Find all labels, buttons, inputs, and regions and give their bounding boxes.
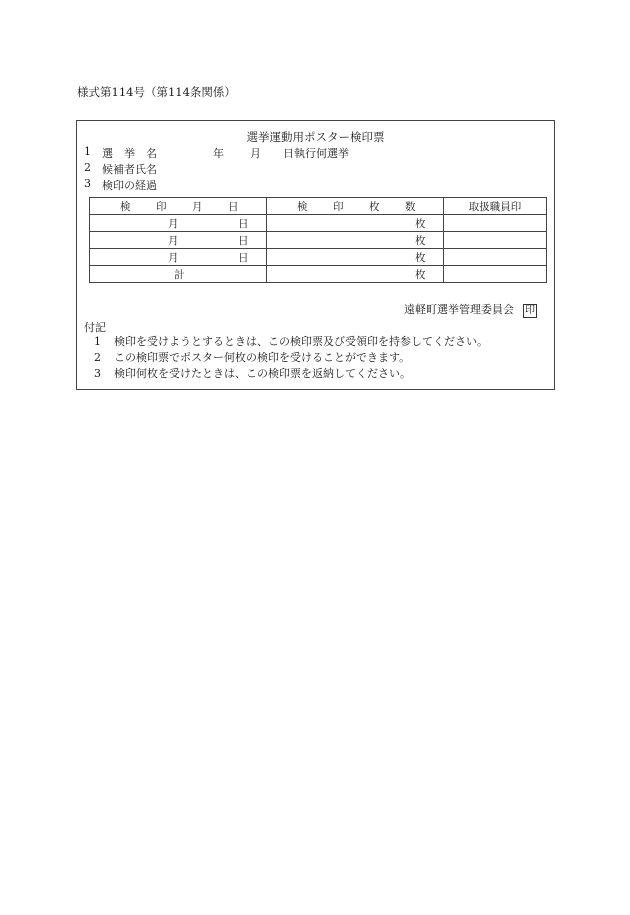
cell-total-label — [90, 266, 267, 283]
header-char: 月 — [192, 201, 203, 213]
cell-count-unit: 枚 — [415, 252, 426, 264]
note-number: 1 — [94, 335, 101, 348]
cell-day: 日 — [238, 235, 249, 247]
header-char: 検 — [297, 201, 308, 213]
header-inspection-count — [267, 198, 444, 215]
cell-month: 月 — [168, 218, 179, 230]
cell-count — [267, 215, 444, 232]
notes-heading: 付記 — [84, 321, 106, 334]
cell-count — [267, 249, 444, 266]
cell-count-unit: 枚 — [415, 235, 426, 247]
note-text: この検印票でポスター何枚の検印を受けることができます。 — [114, 351, 411, 364]
cell-day: 日 — [238, 218, 249, 230]
header-char: 数 — [405, 201, 416, 213]
field-number: 2 — [84, 161, 91, 174]
seal-mark: 印 — [525, 305, 535, 316]
table-total-row — [90, 266, 547, 283]
note-item — [94, 365, 411, 381]
field-number: 1 — [84, 145, 91, 158]
header-char: 印 — [333, 201, 344, 213]
total-label: 計 — [174, 269, 185, 281]
header-char: 日 — [228, 201, 239, 213]
note-number: 3 — [94, 367, 101, 380]
note-text: 検印何枚を受けたときは、この検印票を返納してください。 — [114, 367, 411, 380]
field-number: 3 — [84, 177, 91, 190]
field-label: 選 挙 名 — [102, 147, 157, 160]
inspection-form — [76, 120, 555, 390]
field-label: 検印の経過 — [102, 179, 157, 192]
note-text: 検印を受けようとするときは、この検印票及び受領印を持参してください。 — [114, 335, 488, 348]
total-count-unit: 枚 — [415, 269, 426, 281]
cell-seal — [444, 232, 547, 249]
cell-count — [267, 232, 444, 249]
cell-count-unit: 枚 — [415, 218, 426, 230]
header-char: 検 — [120, 201, 131, 213]
header-inspection-date — [90, 198, 267, 215]
table-row — [90, 249, 547, 266]
note-item — [94, 333, 488, 349]
committee-signature — [404, 301, 537, 318]
table-header-row — [90, 198, 547, 215]
note-number: 2 — [94, 351, 101, 364]
header-char: 枚 — [369, 201, 380, 213]
cell-seal — [444, 215, 547, 232]
inspection-table — [89, 197, 547, 283]
cell-seal — [444, 266, 547, 283]
committee-name: 遠軽町選挙管理委員会 — [404, 303, 514, 316]
form-number: 様式第114号（第114条関係） — [77, 85, 236, 99]
cell-day: 日 — [238, 252, 249, 264]
field-year: 年 — [213, 147, 224, 160]
cell-month: 月 — [168, 235, 179, 247]
cell-total-count — [267, 266, 444, 283]
cell-date — [90, 232, 267, 249]
field-label: 候補者氏名 — [102, 163, 157, 176]
note-item — [94, 349, 410, 365]
cell-seal — [444, 249, 547, 266]
cell-month: 月 — [168, 252, 179, 264]
table-row — [90, 232, 547, 249]
cell-date — [90, 249, 267, 266]
cell-date — [90, 215, 267, 232]
form-title: 選挙運動用ポスター検印票 — [246, 130, 385, 144]
header-char: 印 — [156, 201, 167, 213]
field-month: 月 — [250, 147, 261, 160]
field-suffix: 日執行何選挙 — [283, 147, 349, 160]
table-row — [90, 215, 547, 232]
header-staff-seal: 取扱職員印 — [444, 198, 547, 215]
